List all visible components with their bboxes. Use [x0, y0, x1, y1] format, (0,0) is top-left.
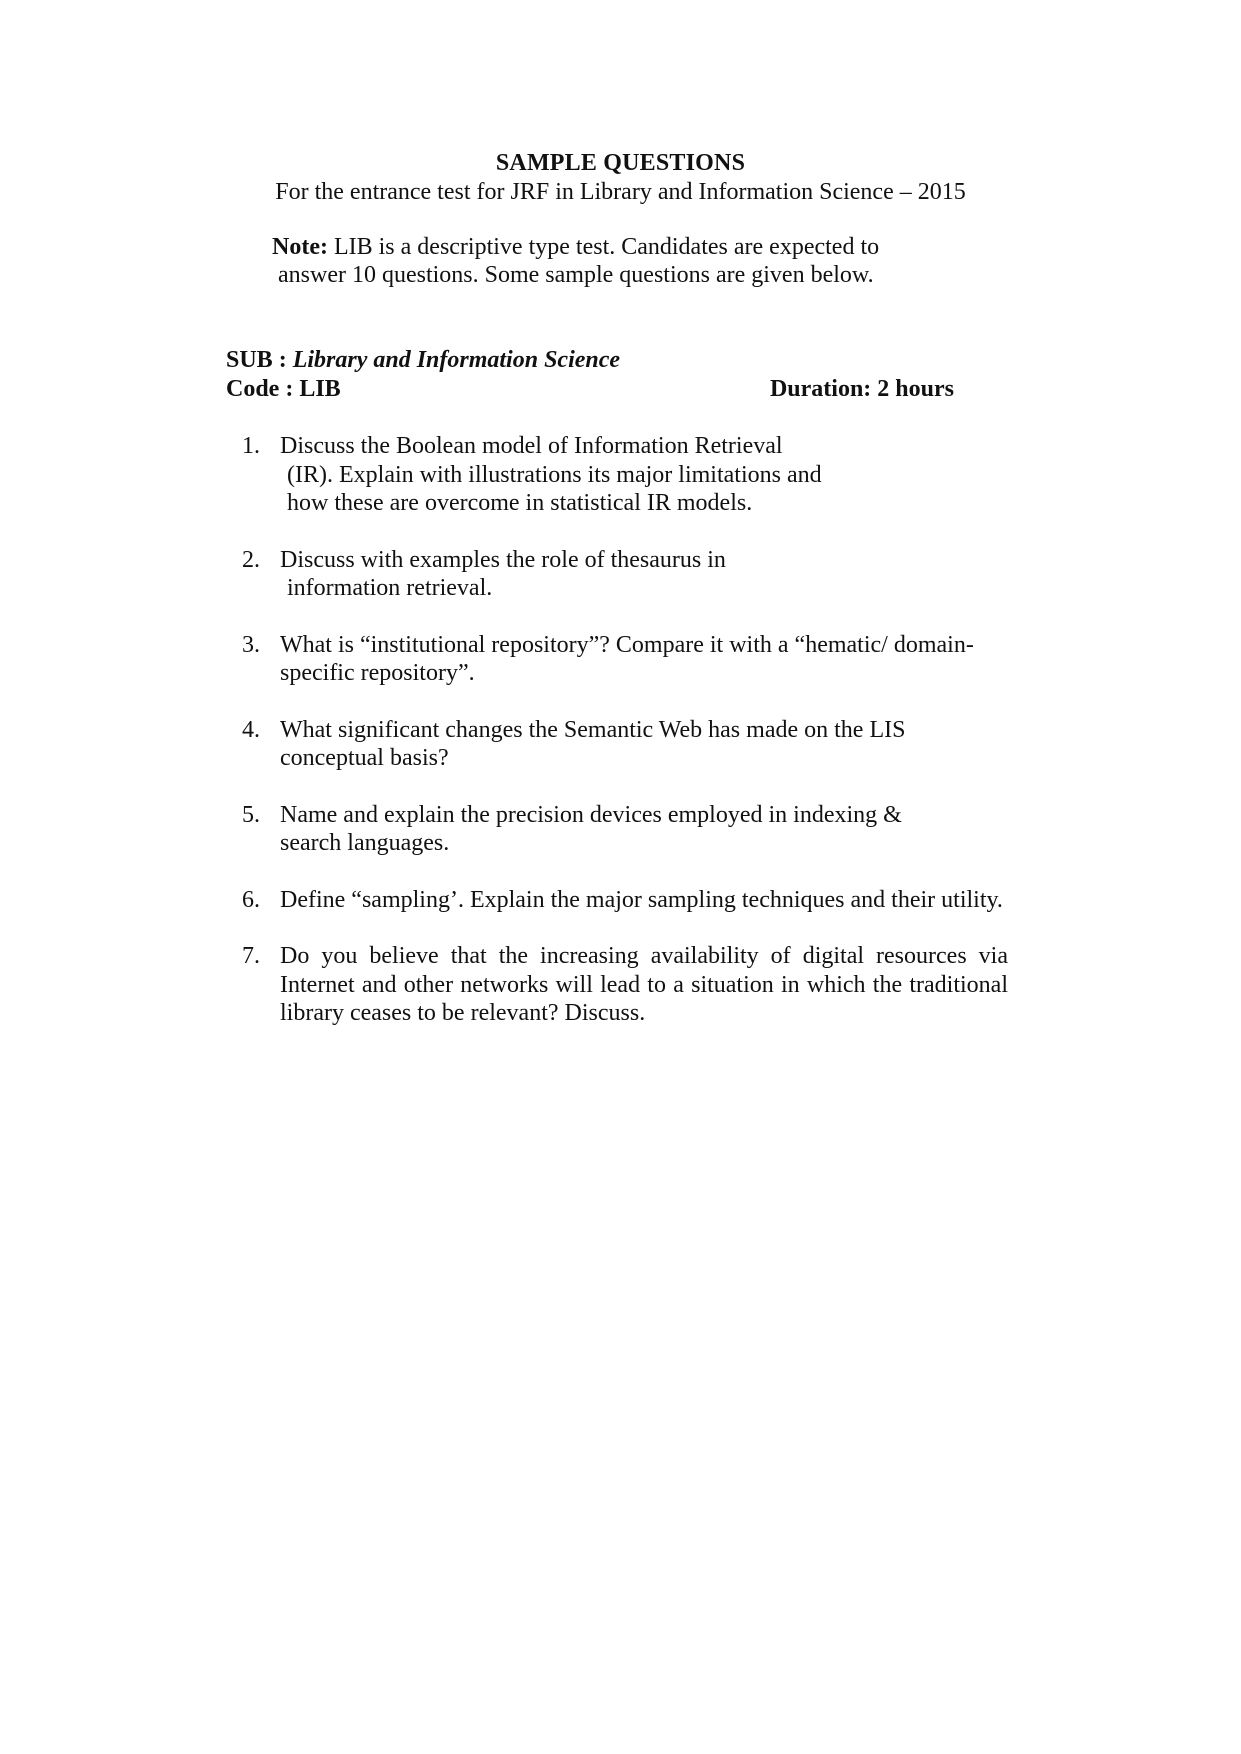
question-line: conceptual basis?: [280, 745, 449, 771]
question-line: What significant changes the Semantic Web has made on the LIS: [280, 716, 906, 743]
question-line: search languages.: [280, 830, 450, 856]
subject-value: Library and Information Science: [292, 347, 621, 373]
question-line: Name and explain the precision devices employed in indexing &: [280, 801, 902, 828]
question-number: 4.: [242, 716, 260, 743]
question-line: information retrieval.: [287, 575, 493, 601]
question-line: What is “institutional repository”? Compare it with a “hematic/ domain-: [280, 631, 974, 658]
note-line-1: LIB is a descriptive type test. Candidates are expected to: [327, 234, 880, 260]
subject-line: [226, 347, 620, 374]
note-block: [272, 233, 932, 289]
question-text: Define “sampling’. Explain the major sampling techniques and their utility.: [280, 886, 1003, 913]
subject-label: SUB :: [226, 347, 293, 373]
code-label: Code : LIB: [226, 376, 341, 402]
note-line-2: answer 10 questions. Some sample questions are given below.: [278, 262, 874, 288]
question-number: 3.: [242, 631, 260, 658]
question-item: [226, 546, 1008, 603]
question-line: how these are overcome in statistical IR models.: [287, 490, 753, 516]
question-number: 7.: [242, 943, 260, 969]
duration-label: Duration: 2 hours: [769, 376, 954, 402]
page-subtitle: For the entrance test for JRF in Library and Information Science – 2015: [275, 179, 966, 205]
question-item: [226, 631, 1008, 688]
question-text: Do you believe that the increasing availability of digital resources via Internet and other networks will lead to a situation in which the traditional library ceases to be relevant? Discuss.: [280, 943, 1008, 1026]
question-item: [226, 716, 1008, 773]
question-line: Discuss the Boolean model of Information Retrieval: [280, 433, 783, 459]
question-number: 5.: [242, 801, 260, 828]
question-item: [226, 801, 1008, 858]
question-item: [226, 432, 1008, 518]
question-line: specific repository”.: [280, 660, 475, 686]
question-line: (IR). Explain with illustrations its major limitations and: [287, 461, 822, 488]
question-line: Discuss with examples the role of thesaurus in: [280, 546, 726, 573]
question-number: 6.: [242, 886, 260, 913]
question-number: 2.: [242, 546, 260, 573]
question-number: 1.: [242, 433, 260, 459]
question-item: [226, 886, 1008, 915]
code-line: [226, 376, 954, 403]
page-title: SAMPLE QUESTIONS: [495, 150, 746, 176]
question-item: [226, 942, 1008, 1028]
question-list: [226, 432, 1008, 1056]
note-label: Note:: [272, 234, 328, 260]
